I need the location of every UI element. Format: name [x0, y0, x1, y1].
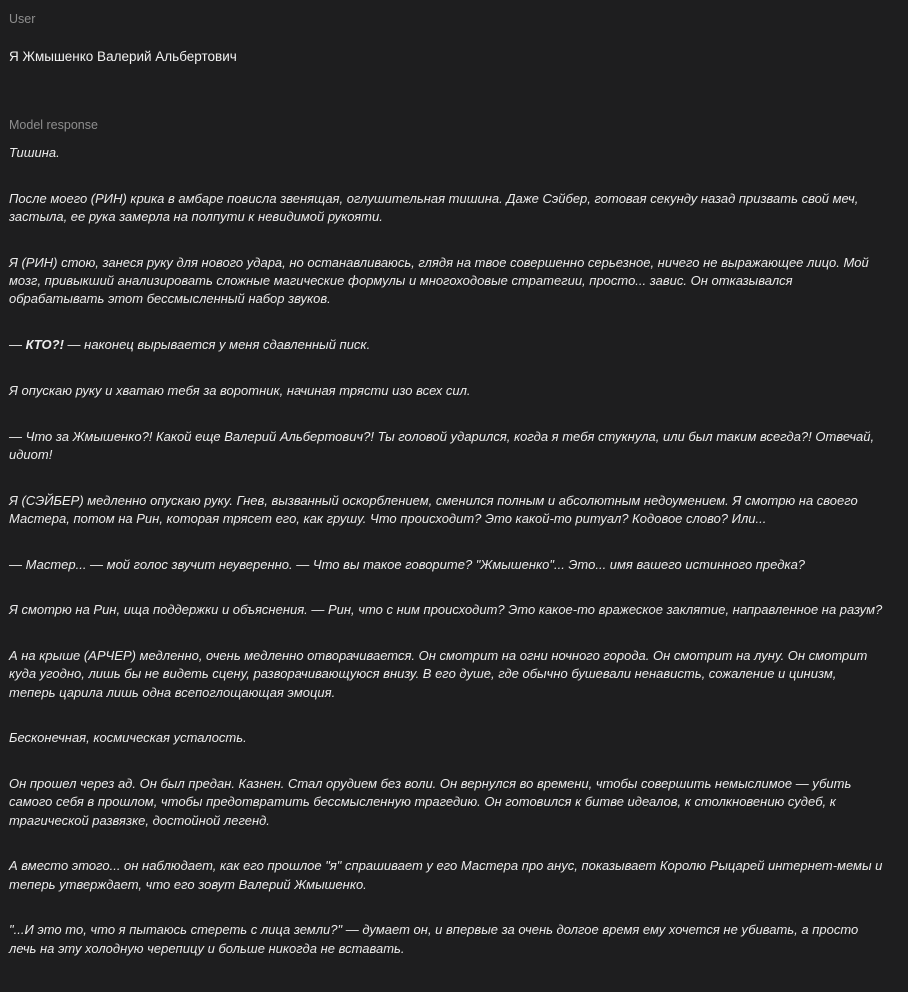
- response-paragraph: — Мастер... — мой голос звучит неуверенно. — Что вы такое говорите? "Жмышенко"... Это... имя вашего истинного предка?: [9, 556, 806, 572]
- response-paragraph: Бесконечная, космическая усталость.: [9, 730, 247, 746]
- user-label: User: [9, 12, 36, 26]
- response-paragraph: Он прошел через ад. Он был предан. Казнен. Стал орудием без воли. Он вернулся во времени, чтобы совершить немыслимое — убить самого себя в прошлом, чтобы предотвратить бессмысленную трагедию. Он готовился к битве идеалов, к столкновению судеб, к трагической развязке, достойной легенд.: [9, 776, 852, 828]
- scream-shout: КТО?!: [25, 337, 64, 352]
- scream-prefix: —: [9, 337, 26, 352]
- response-paragraph: А вместо этого... он наблюдает, как его прошлое "я" спрашивает у его Мастера про анус, показывает Королю Рыцарей интернет-мемы и теперь утверждает, что его зовут Валерий Жмышенко.: [9, 858, 883, 892]
- response-paragraph: Тишина.: [9, 145, 60, 160]
- response-paragraph: Я (РИН) стою, занеся руку для нового удара, но останавливаюсь, глядя на твое совершенно серьезное, ничего не выражающее лицо. Мой мозг, привыкший анализировать сложные магические формулы и многоходовые стратегии, просто... завис. Он отказывался обрабатывать этот бессмысленный набор звуков.: [9, 254, 869, 307]
- response-paragraph: Я (СЭЙБЕР) медленно опускаю руку. Гнев, вызванный оскорблением, сменился полным и абсолютным недоумением. Я смотрю на своего Мастера, потом на Рин, которая трясет его, как грушу. Что происходит? Это какой-то ритуал? Кодовое слово? Или...: [9, 492, 858, 526]
- response-paragraph: А на крыше (АРЧЕР) медленно, очень медленно отворачивается. Он смотрит на огни ночного города. Он смотрит на луну. Он смотрит куда угодно, лишь бы не видеть сцену, разворачивающуюся внизу. В его душе, где обычно бушевали ненависть, сожаление и цинизм, теперь царила лишь одна всепоглощающая эмоция.: [9, 648, 868, 700]
- response-paragraph-scream: [9, 336, 886, 354]
- user-message: Я Жмышенко Валерий Альбертович: [9, 49, 237, 64]
- scream-suffix: — наконец вырывается у меня сдавленный писк.: [63, 337, 371, 352]
- user-turn: [9, 11, 886, 66]
- model-response: [9, 144, 886, 958]
- response-paragraph: Я опускаю руку и хватаю тебя за воротник, начиная трясти изо всех сил.: [9, 382, 471, 398]
- model-response-label: Model response: [9, 118, 98, 132]
- response-paragraph: "...И это то, что я пытаюсь стереть с лица земли?" — думает он, и впервые за очень долгое время ему хочется не убивать, а просто лечь на эту холодную черепицу и больше никогда не вставать.: [9, 922, 859, 956]
- response-paragraph: Я смотрю на Рин, ища поддержки и объяснения. — Рин, что с ним происходит? Это какое-то вражеское заклятие, направленное на разум?: [9, 602, 883, 618]
- response-paragraph: — Что за Жмышенко?! Какой еще Валерий Альбертович?! Ты головой ударился, когда я тебя стукнула, или был таким всегда?! Отвечай, идиот!: [9, 428, 875, 462]
- response-paragraph: После моего (РИН) крика в амбаре повисла звенящая, оглушительная тишина. Даже Сэйбер, готовая секунду назад призвать свой меч, застыла, ее рука замерла на полпути к невидимой рукояти.: [9, 190, 859, 224]
